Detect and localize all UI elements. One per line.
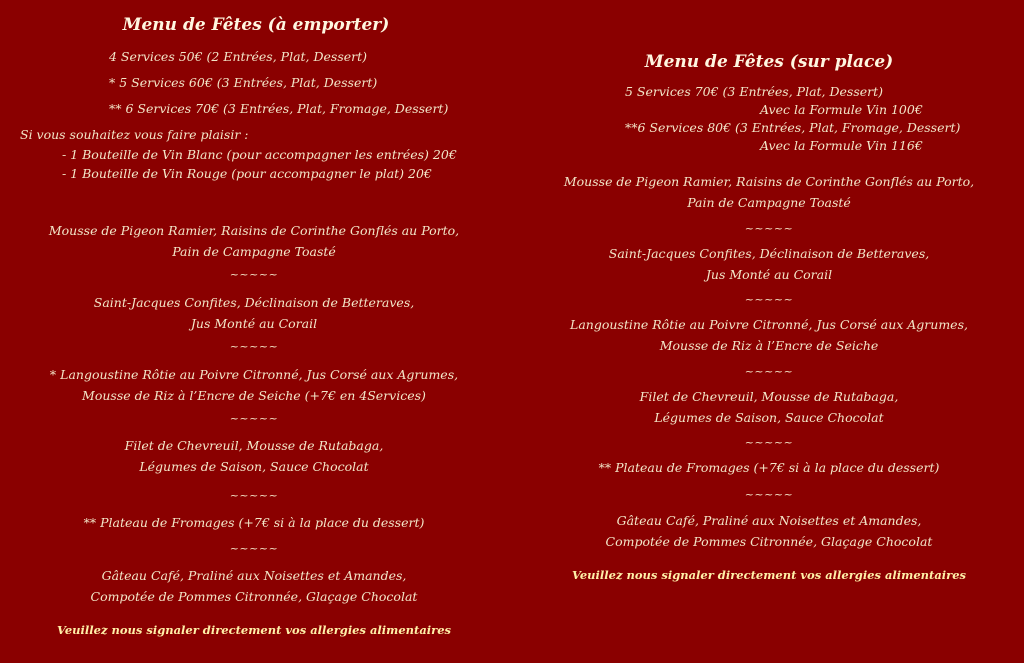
onsite-formula-6-services: **6 Services 80€ (3 Entrées, Plat, Fromage, Dessert)	[625, 120, 961, 135]
takeaway-dish-saint-jacques	[0, 292, 508, 334]
wine-intro: Si vous souhaitez vous faire plaisir :	[20, 127, 249, 142]
dish-line: Saint-Jacques Confites, Déclinaison de Betteraves,	[93, 295, 415, 310]
dish-line: Légumes de Saison, Sauce Chocolat	[139, 459, 369, 474]
dish-line: Légumes de Saison, Sauce Chocolat	[654, 410, 884, 425]
dish-line: Mousse de Riz à l’Encre de Seiche (+7€ en 4Services)	[82, 388, 426, 403]
dish-line: Mousse de Riz à l’Encre de Seiche	[659, 338, 879, 353]
onsite-dish-langoustine	[512, 314, 1024, 356]
dish-line: Mousse de Pigeon Ramier, Raisins de Corinthe Gonflés au Porto,	[563, 174, 975, 189]
onsite-dish-pigeon	[512, 171, 1024, 213]
takeaway-formula-4-services: 4 Services 50€ (2 Entrées, Plat, Dessert)	[109, 49, 368, 64]
takeaway-separator-5: ~~~~~	[229, 542, 279, 555]
dish-line: Pain de Campagne Toasté	[172, 244, 336, 259]
dish-line: Compotée de Pommes Citronnée, Glaçage Chocolat	[90, 589, 418, 604]
takeaway-dish-langoustine	[0, 364, 508, 406]
dish-line: Compotée de Pommes Citronnée, Glaçage Chocolat	[605, 534, 933, 549]
takeaway-formula-5-services: * 5 Services 60€ (3 Entrées, Plat, Dessert)	[109, 75, 378, 90]
onsite-dish-saint-jacques	[512, 243, 1024, 285]
onsite-menu-title: Menu de Fêtes (sur place)	[644, 52, 894, 72]
onsite-dish-chevreuil	[512, 386, 1024, 428]
takeaway-formula-6-services: ** 6 Services 70€ (3 Entrées, Plat, Fromage, Dessert)	[109, 101, 449, 116]
dish-line: Mousse de Pigeon Ramier, Raisins de Corinthe Gonflés au Porto,	[48, 223, 460, 238]
onsite-dish-dessert	[512, 510, 1024, 552]
dish-line: ** Plateau de Fromages (+7€ si à la place du dessert)	[83, 515, 425, 530]
onsite-formula-6-wine: Avec la Formule Vin 116€	[760, 138, 923, 153]
takeaway-menu-title: Menu de Fêtes (à emporter)	[122, 15, 390, 35]
takeaway-allergy-note: Veuillez nous signaler directement vos allergies alimentaires	[56, 623, 451, 637]
takeaway-separator-1: ~~~~~	[229, 268, 279, 281]
takeaway-dish-chevreuil	[0, 435, 508, 477]
dish-line: Jus Monté au Corail	[190, 316, 318, 331]
takeaway-dish-fromages	[0, 512, 508, 533]
onsite-separator-1: ~~~~~	[744, 222, 794, 235]
wine-red-option: - 1 Bouteille de Vin Rouge (pour accompagner le plat) 20€	[62, 166, 432, 181]
dish-line: * Langoustine Rôtie au Poivre Citronné, Jus Corsé aux Agrumes,	[49, 367, 459, 382]
dish-line: Jus Monté au Corail	[705, 267, 833, 282]
takeaway-separator-3: ~~~~~	[229, 412, 279, 425]
dish-line: Filet de Chevreuil, Mousse de Rutabaga,	[639, 389, 899, 404]
dish-line: Gâteau Café, Praliné aux Noisettes et Amandes,	[101, 568, 407, 583]
onsite-formula-5-services: 5 Services 70€ (3 Entrées, Plat, Dessert)	[625, 84, 884, 99]
dish-line: Saint-Jacques Confites, Déclinaison de Betteraves,	[608, 246, 930, 261]
onsite-separator-3: ~~~~~	[744, 365, 794, 378]
dish-line: Langoustine Rôtie au Poivre Citronné, Jus Corsé aux Agrumes,	[570, 317, 968, 332]
dish-line: Gâteau Café, Praliné aux Noisettes et Amandes,	[616, 513, 922, 528]
onsite-dish-fromages	[512, 457, 1024, 478]
onsite-formula-5-wine: Avec la Formule Vin 100€	[760, 102, 923, 117]
dish-line: ** Plateau de Fromages (+7€ si à la place du dessert)	[598, 460, 940, 475]
takeaway-dish-pigeon	[0, 220, 508, 262]
onsite-separator-2: ~~~~~	[744, 293, 794, 306]
onsite-separator-4: ~~~~~	[744, 436, 794, 449]
dish-line: Filet de Chevreuil, Mousse de Rutabaga,	[124, 438, 384, 453]
onsite-separator-5: ~~~~~	[744, 488, 794, 501]
takeaway-dish-dessert	[0, 565, 508, 607]
takeaway-separator-4: ~~~~~	[229, 489, 279, 502]
wine-white-option: - 1 Bouteille de Vin Blanc (pour accompagner les entrées) 20€	[62, 147, 457, 162]
takeaway-separator-2: ~~~~~	[229, 340, 279, 353]
onsite-allergy-note: Veuillez nous signaler directement vos allergies alimentaires	[571, 568, 966, 582]
dish-line: Pain de Campagne Toasté	[687, 195, 851, 210]
